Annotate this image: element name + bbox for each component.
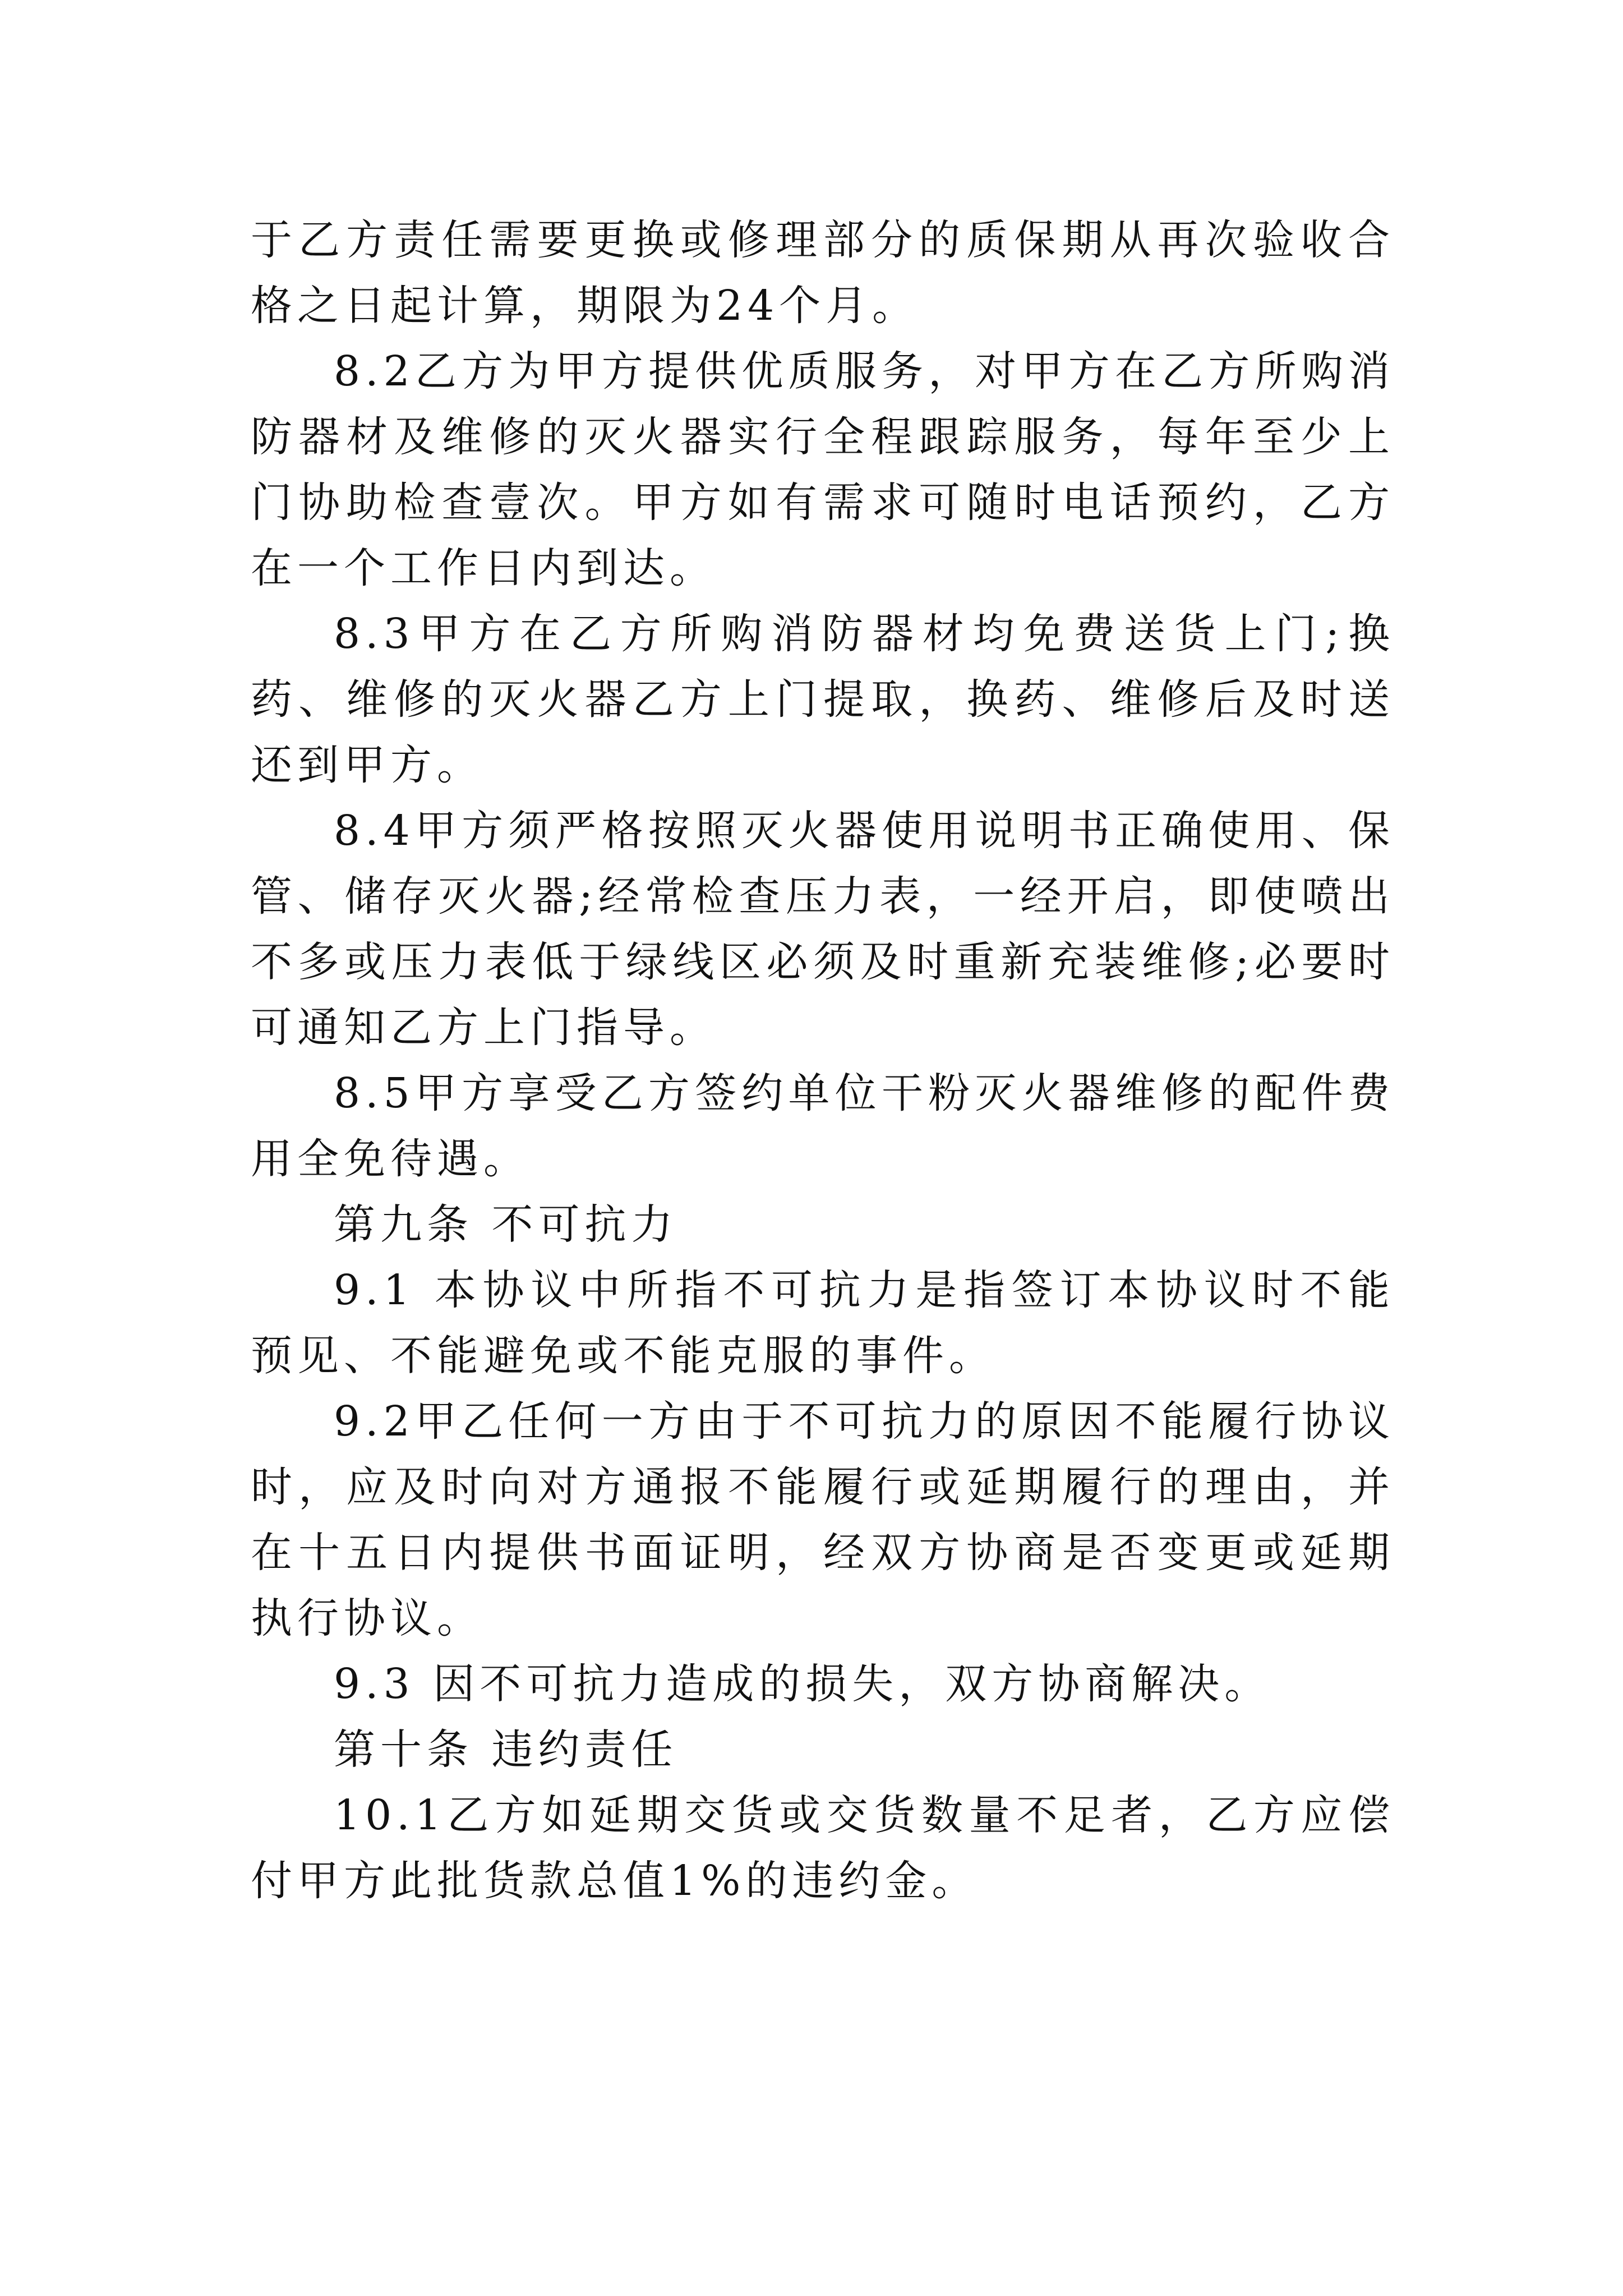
document-body	[251, 208, 1395, 1914]
paragraph-9-3: 9.3 因不可抗力造成的损失，双方协商解决。	[334, 1660, 1271, 1708]
paragraph-9-2: 9.2甲乙任何一方由于不可抗力的原因不能履行协议时，应及时向对方通报不能履行或延期履行的理由，并在十五日内提供书面证明，经双方协商是否变更或延期执行协议。	[251, 1397, 1395, 1642]
paragraph-9-1: 9.1 本协议中所指不可抗力是指签订本协议时不能预见、不能避免或不能克服的事件。	[251, 1266, 1395, 1380]
paragraph-8-4: 8.4甲方须严格按照灭火器使用说明书正确使用、保管、储存灭火器;经常检查压力表，一经开启，即使喷出不多或压力表低于绿线区必须及时重新充装维修;必要时可通知乙方上门指导。	[251, 807, 1395, 1052]
paragraph-10-1: 10.1乙方如延期交货或交货数量不足者，乙方应偿付甲方此批货款总值1%的违约金。	[251, 1791, 1395, 1905]
section-heading-article-10: 第十条 违约责任	[334, 1726, 678, 1774]
paragraph-8-3: 8.3甲方在乙方所购消防器材均免费送货上门;换药、维修的灭火器乙方上门提取，换药、维修后及时送还到甲方。	[251, 610, 1395, 789]
paragraph-8-2: 8.2乙方为甲方提供优质服务，对甲方在乙方所购消防器材及维修的灭火器实行全程跟踪服务，每年至少上门协助检查壹次。甲方如有需求可随时电话预约，乙方在一个工作日内到达。	[251, 347, 1395, 592]
paragraph-8-5: 8.5甲方享受乙方签约单位干粉灭火器维修的配件费用全免待遇。	[251, 1069, 1395, 1183]
paragraph-warranty-period: 于乙方责任需要更换或修理部分的质保期从再次验收合格之日起计算，期限为24个月。	[251, 216, 1395, 330]
section-heading-article-9: 第九条 不可抗力	[334, 1200, 678, 1249]
